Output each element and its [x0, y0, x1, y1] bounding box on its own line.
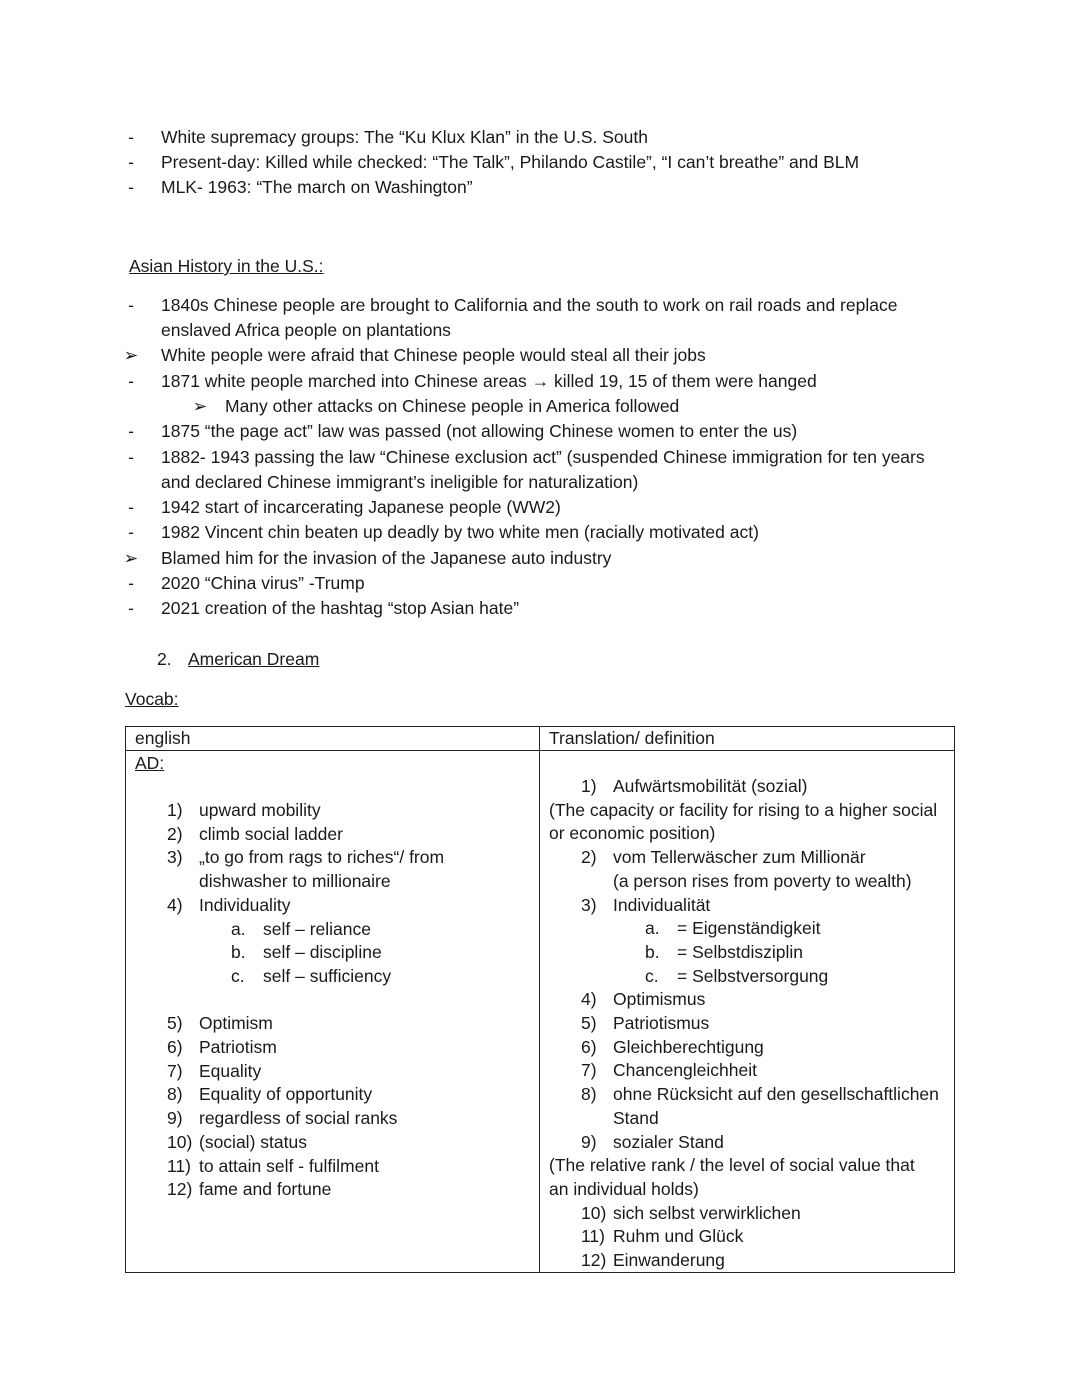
item-number: b.	[645, 941, 660, 962]
bullet-text: enslaved Africa people on plantations	[161, 320, 451, 340]
item-number: 4)	[581, 989, 597, 1010]
header-label: Translation/ definition	[549, 728, 715, 748]
bullet-text: Many other attacks on Chinese people in America followed	[225, 396, 680, 416]
bullet-text: White people were afraid that Chinese people would steal all their jobs	[161, 345, 706, 365]
dash-bullet: -	[128, 447, 134, 467]
item-text: = Eigenständigkeit	[677, 918, 821, 939]
item-text: dishwasher to millionaire	[199, 871, 391, 892]
dash-bullet: -	[128, 497, 134, 517]
dash-bullet: -	[128, 152, 134, 172]
bullet-text: MLK- 1963: “The march on Washington”	[161, 177, 473, 197]
item-text: „to go from rags to riches“/ from	[199, 847, 445, 868]
item-text: self – discipline	[263, 942, 382, 963]
item-number: 5)	[167, 1013, 183, 1034]
item-number: b.	[231, 942, 246, 963]
bullet-text: 1942 start of incarcerating Japanese people (WW2)	[161, 497, 561, 517]
arrow-bullet-icon: ➢	[192, 396, 208, 416]
item-number: 5)	[581, 1013, 597, 1033]
table-header-translation	[540, 727, 955, 751]
dash-bullet: -	[128, 421, 134, 441]
item-text: Einwanderung	[613, 1250, 725, 1270]
item-text: (The capacity or facility for rising to a higher social	[549, 799, 938, 820]
dash-bullet: -	[128, 127, 134, 147]
item-number: 8)	[581, 1084, 597, 1105]
item-text: Stand	[613, 1107, 659, 1128]
item-text: self – sufficiency	[263, 965, 392, 986]
bullet-text: 1871 white people marched into Chinese areas → killed 19, 15 of them were hanged	[161, 371, 817, 391]
bullet-text: 1875 “the page act” law was passed (not allowing Chinese women to enter the us)	[161, 421, 798, 441]
item-text: = Selbstdisziplin	[677, 941, 803, 962]
item-text: to attain self - fulfilment	[199, 1155, 379, 1176]
item-text: Optimismus	[613, 989, 706, 1010]
item-text: fame and fortune	[199, 1179, 332, 1200]
item-text: Aufwärtsmobilität (sozial)	[613, 776, 808, 796]
bullet-text: Present-day: Killed while checked: “The Talk”, Philando Castile”, “I can’t breathe” and BLM	[161, 152, 860, 172]
item-text: (The relative rank / the level of social value that	[549, 1155, 915, 1176]
section-heading-asian-history: Asian History in the U.S.:	[129, 256, 324, 276]
item-text: ohne Rücksicht auf den gesellschaftlichen	[613, 1084, 939, 1105]
item-text: (social) status	[199, 1131, 307, 1152]
item-number: 12)	[167, 1179, 193, 1200]
vocab-label: Vocab:	[125, 689, 179, 709]
item-number: a.	[645, 918, 660, 939]
section-heading-american-dream: American Dream	[188, 649, 320, 669]
header-label: english	[135, 728, 191, 748]
item-number: 6)	[167, 1037, 183, 1057]
item-text: self – reliance	[263, 918, 371, 939]
item-text: Chancengleichheit	[613, 1060, 757, 1081]
item-number: 10)	[167, 1131, 193, 1152]
item-number: 6)	[581, 1036, 597, 1057]
item-text: vom Tellerwäscher zum Millionär	[613, 847, 866, 868]
item-text: regardless of social ranks	[199, 1108, 398, 1129]
bullet-text: White supremacy groups: The “Ku Klux Klan” in the U.S. South	[161, 127, 648, 147]
item-number: 10)	[581, 1202, 607, 1223]
item-text: Patriotismus	[613, 1013, 710, 1033]
item-text: climb social ladder	[199, 823, 343, 844]
item-text: an individual holds)	[549, 1178, 699, 1199]
item-text: (a person rises from poverty to wealth)	[613, 870, 912, 891]
ad-label: AD:	[135, 753, 165, 773]
bullet-text: 2021 creation of the hashtag “stop Asian hate”	[161, 598, 520, 618]
item-text: or economic position)	[549, 823, 716, 844]
translation-column	[540, 751, 955, 1273]
item-text: sozialer Stand	[613, 1131, 724, 1152]
item-text: sich selbst verwirklichen	[613, 1202, 801, 1223]
item-number: c.	[645, 965, 659, 986]
bullet-text: 2020 “China virus” -Trump	[161, 573, 365, 593]
english-column	[126, 751, 540, 1273]
dash-bullet: -	[128, 295, 134, 315]
arrow-bullet-icon: ➢	[123, 548, 139, 568]
item-number: 2)	[167, 823, 183, 844]
dash-bullet: -	[128, 573, 134, 593]
vocab-table	[125, 726, 955, 1273]
item-number: 9)	[581, 1131, 597, 1152]
bullet-text: 1982 Vincent chin beaten up deadly by two white men (racially motivated act)	[161, 522, 759, 542]
item-number: 11)	[167, 1155, 191, 1176]
item-number: 7)	[167, 1060, 183, 1081]
item-text: Ruhm und Glück	[613, 1226, 744, 1247]
item-text: = Selbstversorgung	[677, 965, 829, 986]
item-number: 3)	[581, 894, 597, 915]
dash-bullet: -	[128, 371, 134, 391]
item-number: 1)	[167, 800, 183, 820]
arrow-bullet-icon: ➢	[123, 345, 139, 365]
item-number: 4)	[167, 894, 183, 915]
item-text: upward mobility	[199, 800, 321, 820]
bullet-text: 1840s Chinese people are brought to California and the south to work on rail roads and replace	[161, 295, 898, 315]
item-number: 9)	[167, 1108, 183, 1129]
bullet-text: 1882- 1943 passing the law “Chinese exclusion act” (suspended Chinese immigration for ten years	[161, 447, 925, 467]
item-number: 12)	[581, 1250, 607, 1270]
item-text: Gleichberechtigung	[613, 1036, 764, 1057]
item-number: 1)	[581, 776, 597, 796]
item-number: 11)	[581, 1226, 605, 1247]
bullet-text: and declared Chinese immigrant’s ineligible for naturalization)	[161, 472, 639, 492]
dash-bullet: -	[128, 177, 134, 197]
section-number: 2.	[157, 649, 172, 669]
item-number: 8)	[167, 1084, 183, 1105]
item-number: a.	[231, 918, 246, 939]
item-text: Equality	[199, 1060, 262, 1081]
item-text: Equality of opportunity	[199, 1084, 373, 1105]
dash-bullet: -	[128, 598, 134, 618]
dash-bullet: -	[128, 522, 134, 542]
item-number: c.	[231, 965, 245, 986]
item-text: Patriotism	[199, 1037, 277, 1057]
item-number: 3)	[167, 847, 183, 868]
item-text: Individuality	[199, 894, 291, 915]
item-number: 2)	[581, 847, 597, 868]
bullet-text: Blamed him for the invasion of the Japanese auto industry	[161, 548, 612, 568]
item-number: 7)	[581, 1060, 597, 1081]
table-header-english	[126, 727, 540, 751]
item-text: Individualität	[613, 894, 711, 915]
item-text: Optimism	[199, 1013, 273, 1034]
